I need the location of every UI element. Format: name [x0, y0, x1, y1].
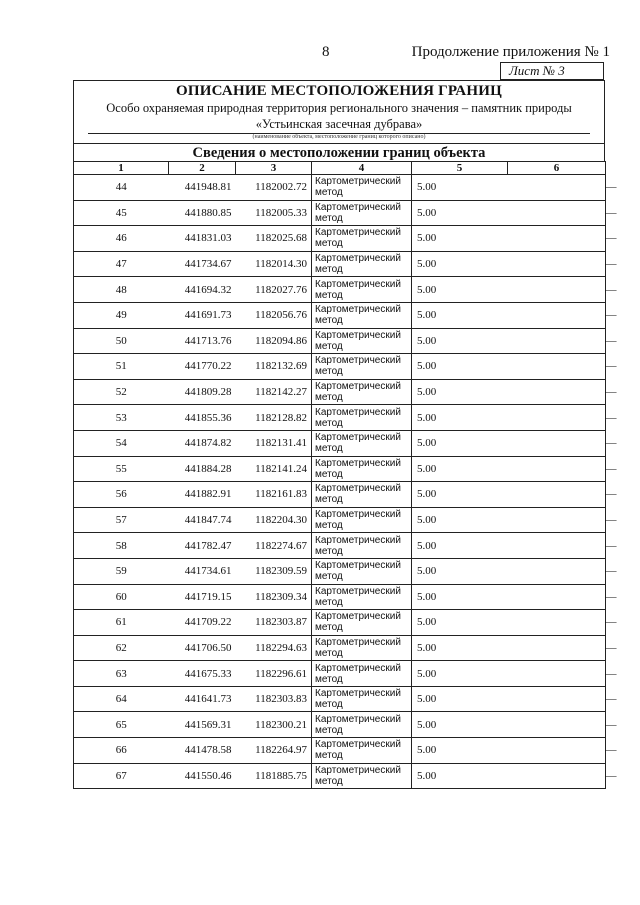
x-coordinate-cell: 441706.50 [169, 635, 236, 661]
method-cell: Картометрический метод [312, 379, 412, 405]
column-header: 3 [236, 162, 312, 175]
accuracy-cell: 5.00 [412, 584, 508, 610]
column-header: 2 [169, 162, 236, 175]
y-coordinate-cell: 1182300.21 [236, 712, 312, 738]
point-number-cell: 66 [74, 738, 169, 764]
accuracy-cell: 5.00 [412, 482, 508, 508]
point-number-cell: 57 [74, 507, 169, 533]
table-row [74, 558, 606, 584]
x-coordinate-cell: 441550.46 [169, 763, 236, 789]
table-row [74, 533, 606, 559]
point-number-cell: 65 [74, 712, 169, 738]
accuracy-cell: 5.00 [412, 354, 508, 380]
method-cell: Картометрический метод [312, 584, 412, 610]
accuracy-cell: 5.00 [412, 379, 508, 405]
y-coordinate-cell: 1182132.69 [236, 354, 312, 380]
table-row [74, 200, 606, 226]
x-coordinate-cell: 441782.47 [169, 533, 236, 559]
table-row [74, 277, 606, 303]
table-row [74, 405, 606, 431]
description-cell: — [508, 533, 606, 559]
y-coordinate-cell: 1182204.30 [236, 507, 312, 533]
method-cell: Картометрический метод [312, 175, 412, 201]
y-coordinate-cell: 1182142.27 [236, 379, 312, 405]
x-coordinate-cell: 441874.82 [169, 430, 236, 456]
x-coordinate-cell: 441734.61 [169, 558, 236, 584]
point-number-cell: 46 [74, 226, 169, 252]
accuracy-cell: 5.00 [412, 712, 508, 738]
x-coordinate-cell: 441694.32 [169, 277, 236, 303]
method-cell: Картометрический метод [312, 763, 412, 789]
description-cell: — [508, 405, 606, 431]
description-cell: — [508, 584, 606, 610]
description-cell: — [508, 482, 606, 508]
point-number-cell: 63 [74, 661, 169, 687]
accuracy-cell: 5.00 [412, 610, 508, 636]
description-cell: — [508, 661, 606, 687]
y-coordinate-cell: 1182309.59 [236, 558, 312, 584]
table-row [74, 712, 606, 738]
accuracy-cell: 5.00 [412, 200, 508, 226]
x-coordinate-cell: 441831.03 [169, 226, 236, 252]
y-coordinate-cell: 1182296.61 [236, 661, 312, 687]
point-number-cell: 53 [74, 405, 169, 431]
x-coordinate-cell: 441641.73 [169, 686, 236, 712]
point-number-cell: 54 [74, 430, 169, 456]
x-coordinate-cell: 441709.22 [169, 610, 236, 636]
accuracy-cell: 5.00 [412, 558, 508, 584]
description-cell: — [508, 738, 606, 764]
point-number-cell: 62 [74, 635, 169, 661]
table-row [74, 661, 606, 687]
accuracy-cell: 5.00 [412, 533, 508, 559]
section-title: Сведения о местоположении границ объекта [74, 143, 604, 162]
table-row [74, 251, 606, 277]
object-type-line: Особо охраняемая природная территория регионального значения – памятник природы [106, 101, 572, 115]
y-coordinate-cell: 1182002.72 [236, 175, 312, 201]
table-row [74, 507, 606, 533]
point-number-cell: 61 [74, 610, 169, 636]
method-cell: Картометрический метод [312, 328, 412, 354]
x-coordinate-cell: 441882.91 [169, 482, 236, 508]
method-cell: Картометрический метод [312, 226, 412, 252]
table-row [74, 738, 606, 764]
y-coordinate-cell: 1182303.83 [236, 686, 312, 712]
x-coordinate-cell: 441948.81 [169, 175, 236, 201]
point-number-cell: 50 [74, 328, 169, 354]
appendix-label: Продолжение приложения № 1 [411, 44, 610, 60]
method-cell: Картометрический метод [312, 635, 412, 661]
x-coordinate-cell: 441691.73 [169, 302, 236, 328]
y-coordinate-cell: 1182027.76 [236, 277, 312, 303]
method-cell: Картометрический метод [312, 482, 412, 508]
x-coordinate-cell: 441880.85 [169, 200, 236, 226]
description-cell: — [508, 712, 606, 738]
table-row [74, 226, 606, 252]
accuracy-cell: 5.00 [412, 430, 508, 456]
point-number-cell: 58 [74, 533, 169, 559]
table-row [74, 328, 606, 354]
y-coordinate-cell: 1181885.75 [236, 763, 312, 789]
method-cell: Картометрический метод [312, 507, 412, 533]
point-number-cell: 49 [74, 302, 169, 328]
table-row [74, 430, 606, 456]
table-row [74, 610, 606, 636]
method-cell: Картометрический метод [312, 302, 412, 328]
column-header: 4 [312, 162, 412, 175]
sheet-number-box: Лист № 3 [500, 62, 604, 80]
y-coordinate-cell: 1182294.63 [236, 635, 312, 661]
y-coordinate-cell: 1182274.67 [236, 533, 312, 559]
accuracy-cell: 5.00 [412, 763, 508, 789]
accuracy-cell: 5.00 [412, 328, 508, 354]
description-cell: — [508, 328, 606, 354]
point-number-cell: 67 [74, 763, 169, 789]
point-number-cell: 64 [74, 686, 169, 712]
table-row [74, 379, 606, 405]
point-number-cell: 59 [74, 558, 169, 584]
method-cell: Картометрический метод [312, 610, 412, 636]
description-cell: — [508, 226, 606, 252]
y-coordinate-cell: 1182161.83 [236, 482, 312, 508]
accuracy-cell: 5.00 [412, 226, 508, 252]
table-row [74, 635, 606, 661]
x-coordinate-cell: 441478.58 [169, 738, 236, 764]
method-cell: Картометрический метод [312, 200, 412, 226]
x-coordinate-cell: 441847.74 [169, 507, 236, 533]
point-number-cell: 60 [74, 584, 169, 610]
column-header: 5 [412, 162, 508, 175]
accuracy-cell: 5.00 [412, 251, 508, 277]
method-cell: Картометрический метод [312, 405, 412, 431]
y-coordinate-cell: 1182056.76 [236, 302, 312, 328]
table-row [74, 482, 606, 508]
point-number-cell: 45 [74, 200, 169, 226]
method-cell: Картометрический метод [312, 558, 412, 584]
point-number-cell: 51 [74, 354, 169, 380]
accuracy-cell: 5.00 [412, 738, 508, 764]
point-number-cell: 44 [74, 175, 169, 201]
description-cell: — [508, 610, 606, 636]
table-row [74, 763, 606, 789]
method-cell: Картометрический метод [312, 686, 412, 712]
accuracy-cell: 5.00 [412, 456, 508, 482]
description-cell: — [508, 175, 606, 201]
object-name-line: «Устьинская засечная дубрава» [255, 117, 423, 131]
y-coordinate-cell: 1182094.86 [236, 328, 312, 354]
method-cell: Картометрический метод [312, 456, 412, 482]
title-caption: (наименование объекта, местоположение границ которого описано) [252, 134, 426, 140]
y-coordinate-cell: 1182141.24 [236, 456, 312, 482]
accuracy-cell: 5.00 [412, 686, 508, 712]
x-coordinate-cell: 441713.76 [169, 328, 236, 354]
method-cell: Картометрический метод [312, 533, 412, 559]
description-cell: — [508, 302, 606, 328]
x-coordinate-cell: 441569.31 [169, 712, 236, 738]
table-row [74, 584, 606, 610]
description-cell: — [508, 251, 606, 277]
method-cell: Картометрический метод [312, 251, 412, 277]
description-cell: — [508, 379, 606, 405]
y-coordinate-cell: 1182264.97 [236, 738, 312, 764]
x-coordinate-cell: 441675.33 [169, 661, 236, 687]
y-coordinate-cell: 1182025.68 [236, 226, 312, 252]
method-cell: Картометрический метод [312, 277, 412, 303]
method-cell: Картометрический метод [312, 661, 412, 687]
x-coordinate-cell: 441884.28 [169, 456, 236, 482]
accuracy-cell: 5.00 [412, 661, 508, 687]
method-cell: Картометрический метод [312, 738, 412, 764]
x-coordinate-cell: 441770.22 [169, 354, 236, 380]
x-coordinate-cell: 441809.28 [169, 379, 236, 405]
point-number-cell: 55 [74, 456, 169, 482]
description-cell: — [508, 200, 606, 226]
table-row [74, 354, 606, 380]
x-coordinate-cell: 441719.15 [169, 584, 236, 610]
y-coordinate-cell: 1182014.30 [236, 251, 312, 277]
method-cell: Картометрический метод [312, 354, 412, 380]
table-row [74, 175, 606, 201]
boundary-table [73, 161, 617, 789]
description-cell: — [508, 558, 606, 584]
description-cell: — [508, 456, 606, 482]
description-cell: — [508, 354, 606, 380]
column-header: 1 [74, 162, 169, 175]
description-cell: — [508, 430, 606, 456]
accuracy-cell: 5.00 [412, 302, 508, 328]
point-number-cell: 47 [74, 251, 169, 277]
table-header-row [74, 162, 606, 175]
point-number-cell: 56 [74, 482, 169, 508]
table-row [74, 302, 606, 328]
method-cell: Картометрический метод [312, 712, 412, 738]
y-coordinate-cell: 1182005.33 [236, 200, 312, 226]
page-number: 8 [322, 44, 330, 60]
method-cell: Картометрический метод [312, 430, 412, 456]
y-coordinate-cell: 1182309.34 [236, 584, 312, 610]
y-coordinate-cell: 1182131.41 [236, 430, 312, 456]
description-cell: — [508, 507, 606, 533]
column-header: 6 [508, 162, 606, 175]
x-coordinate-cell: 441855.36 [169, 405, 236, 431]
accuracy-cell: 5.00 [412, 635, 508, 661]
title-block [73, 80, 605, 162]
point-number-cell: 52 [74, 379, 169, 405]
description-cell: — [508, 277, 606, 303]
y-coordinate-cell: 1182303.87 [236, 610, 312, 636]
description-cell: — [508, 763, 606, 789]
accuracy-cell: 5.00 [412, 277, 508, 303]
table-body [74, 175, 617, 789]
accuracy-cell: 5.00 [412, 175, 508, 201]
point-number-cell: 48 [74, 277, 169, 303]
document-title: ОПИСАНИЕ МЕСТОПОЛОЖЕНИЯ ГРАНИЦ [176, 83, 502, 99]
accuracy-cell: 5.00 [412, 507, 508, 533]
accuracy-cell: 5.00 [412, 405, 508, 431]
y-coordinate-cell: 1182128.82 [236, 405, 312, 431]
table-row [74, 456, 606, 482]
description-cell: — [508, 686, 606, 712]
table-row [74, 686, 606, 712]
description-cell: — [508, 635, 606, 661]
x-coordinate-cell: 441734.67 [169, 251, 236, 277]
